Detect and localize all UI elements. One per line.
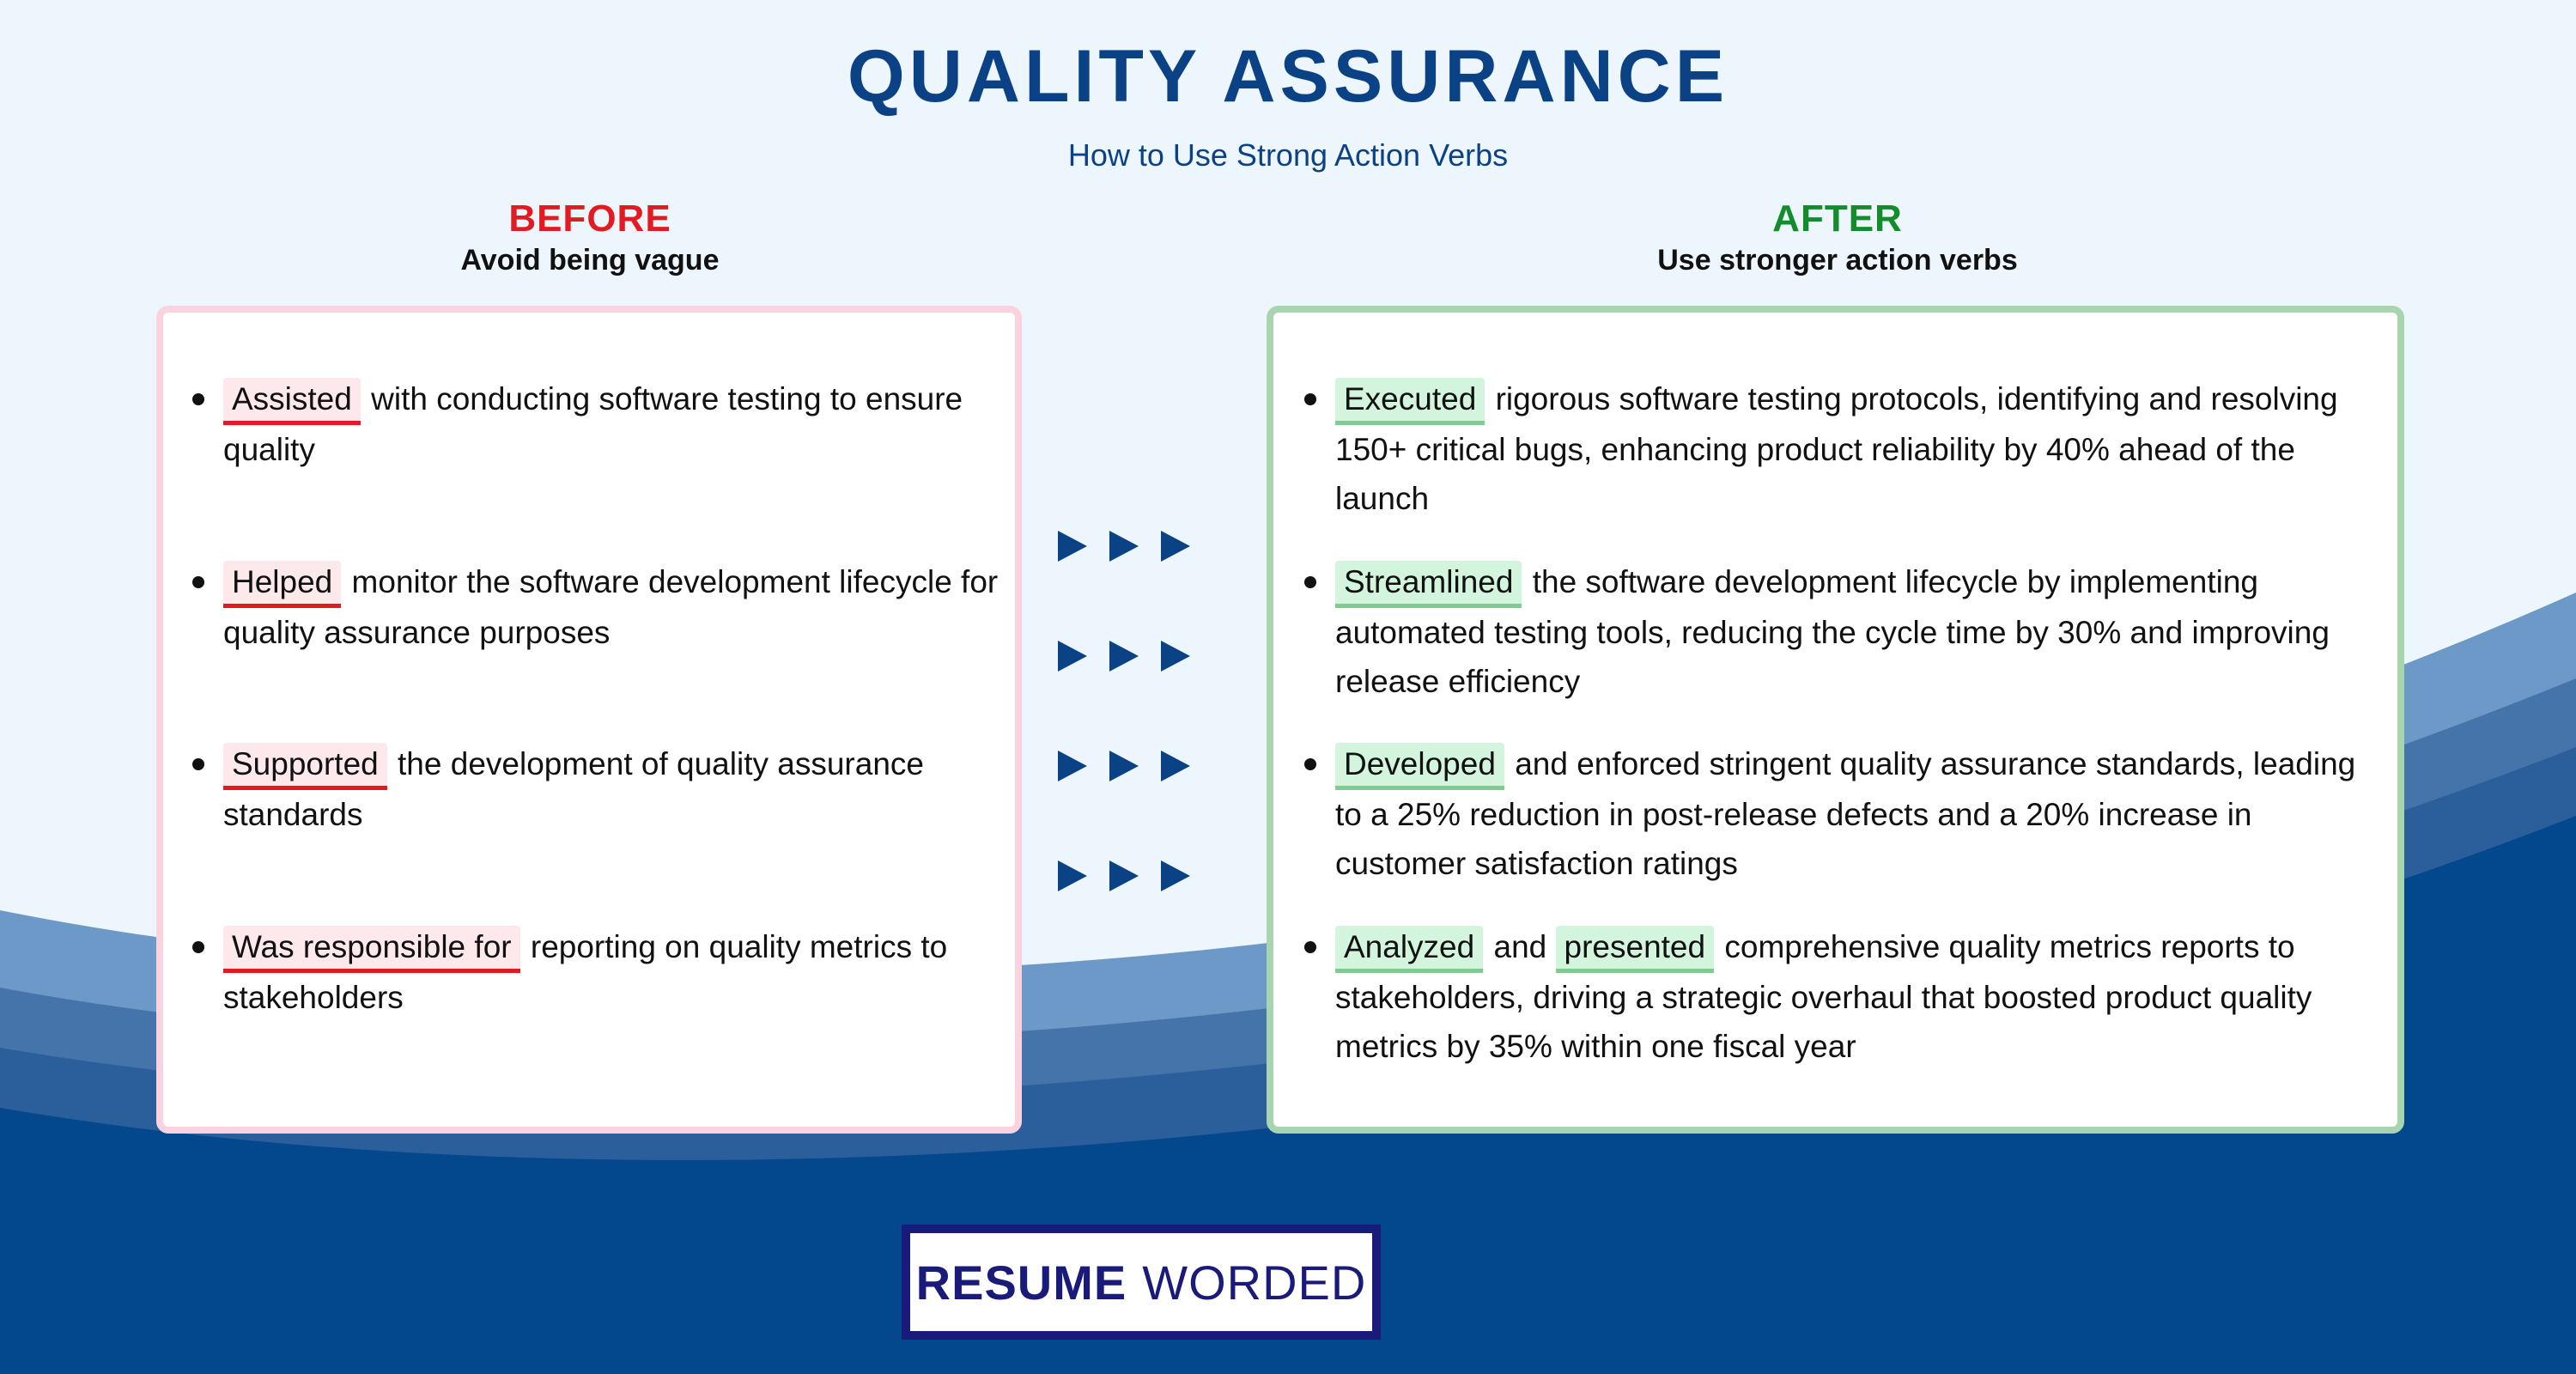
bullet-icon [192,576,204,588]
play-triangle-icon [1058,751,1087,781]
play-triangle-icon [1161,641,1190,672]
arrow-row [1058,531,1190,562]
after-item [1335,922,2383,1071]
item-text: the software development lifecycle by implementing automated testing tools, reducing the cycle time by 30% and improving release efficiency [1335,564,2330,699]
arrow-row [1058,860,1190,891]
item-text: and enforced stringent quality assurance standards, leading to a 25% reduction in post-release defects and a 20% increase in customer satisfaction ratings [1335,746,2356,881]
strong-verb: Streamlined [1335,561,1522,608]
connector-text: and [1493,929,1547,964]
bullet-icon [192,941,204,953]
bullet-icon [192,393,204,405]
play-triangle-icon [1161,860,1190,891]
play-triangle-icon [1161,751,1190,781]
before-item [223,739,1005,839]
item-text: with conducting software testing to ensure quality [223,381,963,467]
bullet-icon [1304,941,1316,953]
before-card [156,306,1022,1134]
logo-bold-text: RESUME [915,1255,1127,1310]
bullet-icon [1304,758,1316,770]
after-label: AFTER [1772,198,1903,240]
weak-verb: Assisted [223,378,361,425]
bullet-icon [192,758,204,770]
item-text: rigorous software testing protocols, identifying and resolving 150+ critical bugs, enhancing product reliability by 40% ahead of the launch [1335,381,2338,516]
before-item [223,557,1005,657]
after-sublabel: Use stronger action verbs [1657,244,2018,277]
before-item [223,922,1005,1022]
bullet-icon [1304,393,1316,405]
play-triangle-icon [1109,641,1139,672]
weak-verb: Helped [223,561,341,608]
strong-verb: Developed [1335,743,1504,790]
before-item [223,374,1005,474]
play-triangle-icon [1109,531,1139,562]
after-item [1335,739,2383,888]
page-subtitle: How to Use Strong Action Verbs [1067,137,1509,173]
strong-verb: presented [1556,926,1715,973]
weak-verb: Supported [223,743,387,790]
before-sublabel: Avoid being vague [460,244,720,277]
after-item [1335,374,2383,523]
after-card [1267,306,2404,1134]
play-triangle-icon [1161,531,1190,562]
item-text: reporting on quality metrics to stakeholders [223,929,948,1015]
strong-verb: Analyzed [1335,926,1483,973]
play-triangle-icon [1109,860,1139,891]
after-item [1335,557,2383,706]
after-heading [1271,198,2404,277]
play-triangle-icon [1058,641,1087,672]
strong-verb: Executed [1335,378,1485,425]
before-label: BEFORE [508,198,671,240]
arrow-row [1058,751,1190,781]
logo-regular-text: WORDED [1142,1255,1367,1310]
resume-worded-logo [902,1225,1381,1340]
before-heading [156,198,1024,277]
play-triangle-icon [1058,860,1087,891]
page-title: QUALITY ASSURANCE [847,35,1729,118]
play-triangle-icon [1109,751,1139,781]
item-text: the development of quality assurance standards [223,746,924,832]
weak-verb: Was responsible for [223,926,520,973]
arrow-row [1058,641,1190,672]
item-text: comprehensive quality metrics reports to stakeholders, driving a strategic overhaul that boosted product quality metrics by 35% within one fiscal year [1335,929,2312,1064]
play-triangle-icon [1058,531,1087,562]
item-text: monitor the software development lifecycle for quality assurance purposes [223,564,999,650]
bullet-icon [1304,576,1316,588]
